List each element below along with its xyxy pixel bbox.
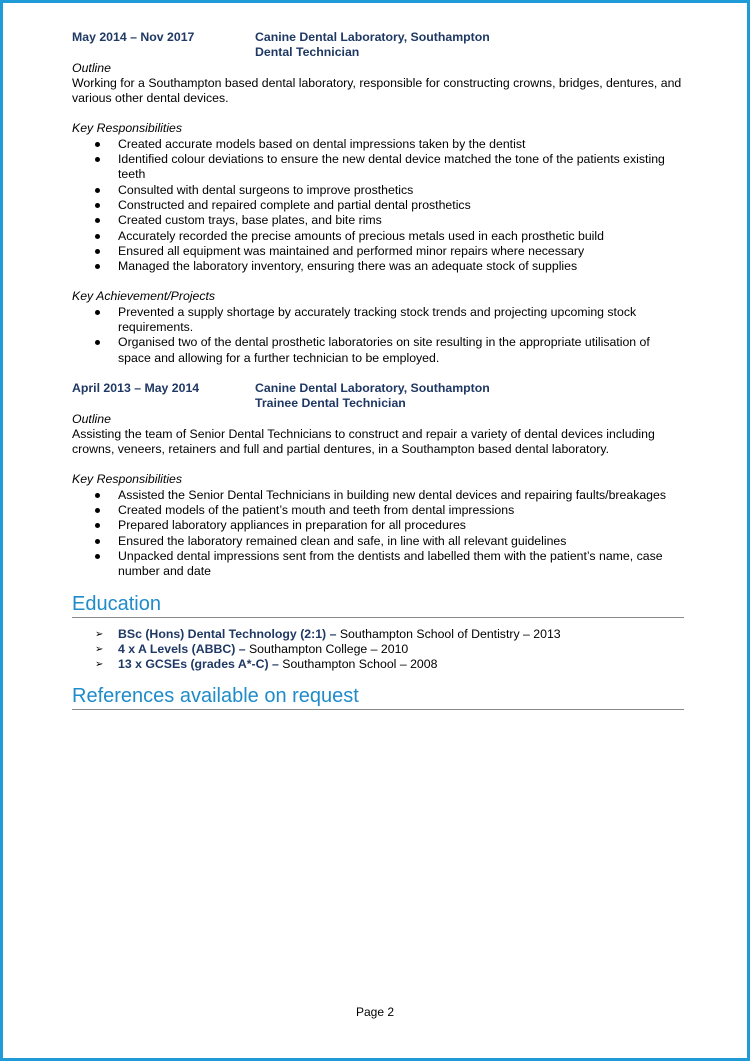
job-role: Dental Technician: [255, 45, 360, 60]
responsibilities-list: [72, 488, 684, 580]
job-company: Canine Dental Laboratory, Southampton: [255, 30, 490, 44]
responsibilities-label: Key Responsibilities: [72, 121, 183, 136]
achievements-label: Key Achievement/Projects: [72, 289, 216, 304]
job-company: Canine Dental Laboratory, Southampton: [255, 380, 490, 395]
job-dates: May 2014 – Nov 2017: [72, 30, 195, 44]
list-item: Ensured all equipment was maintained and performed minor repairs where necessary: [72, 244, 684, 259]
page-number: Page 2: [355, 1005, 395, 1019]
arrowhead-icon: ➢: [95, 628, 104, 640]
education-item: [72, 657, 684, 672]
list-item: Organised two of the dental prosthetic laboratories on site resulting in the appropriate utilisation of space and allowing for a further technician to be employed.: [72, 335, 684, 366]
outline-label: Outline: [72, 411, 111, 426]
qualification: 13 x GCSEs (grades A*-C) –: [118, 657, 279, 672]
education-item: [72, 642, 684, 657]
institution: Southampton School of Dentistry – 2013: [336, 626, 561, 641]
list-item: Prevented a supply shortage by accurately tracking stock trends and projecting upcoming stock requirements.: [72, 305, 684, 336]
achievements-list: [72, 305, 684, 366]
list-item: Accurately recorded the precise amounts of precious metals used in each prosthetic build: [72, 229, 684, 244]
qualification: BSc (Hons) Dental Technology (2:1) –: [118, 626, 337, 641]
outline-label: Outline: [72, 60, 111, 75]
institution: Southampton School – 2008: [278, 657, 438, 672]
list-item: Ensured the laboratory remained clean and safe, in line with all relevant guidelines: [72, 534, 684, 549]
list-item: Identified colour deviations to ensure the new dental device matched the tone of the patients existing teeth: [72, 152, 684, 183]
list-item: Created custom trays, base plates, and bite rims: [72, 213, 684, 228]
list-item: Unpacked dental impressions sent from the dentists and labelled them with the patient’s name, case number and date: [72, 549, 684, 580]
job-dates: April 2013 – May 2014: [72, 380, 200, 395]
arrowhead-icon: ➢: [95, 643, 104, 655]
job-entry: [72, 381, 684, 580]
job-header: [72, 30, 684, 61]
list-item: Constructed and repaired complete and partial dental prosthetics: [72, 198, 684, 213]
arrowhead-icon: ➢: [95, 659, 104, 671]
list-item: Assisted the Senior Dental Technicians in building new dental devices and repairing faults/breakages: [72, 488, 684, 503]
responsibilities-label: Key Responsibilities: [72, 472, 183, 487]
list-item: Consulted with dental surgeons to improve prosthetics: [72, 183, 684, 198]
education-item: [72, 627, 684, 642]
qualification: 4 x A Levels (ABBC) –: [118, 641, 246, 656]
education-heading: Education: [72, 592, 684, 618]
job-role: Trainee Dental Technician: [255, 396, 406, 411]
education-list: [72, 627, 684, 673]
list-item: Prepared laboratory appliances in preparation for all procedures: [72, 518, 684, 533]
responsibilities-list: [72, 137, 684, 275]
references-heading: References available on request: [72, 684, 684, 710]
institution: Southampton College – 2010: [245, 641, 409, 656]
list-item: Managed the laboratory inventory, ensuring there was an adequate stock of supplies: [72, 259, 684, 274]
outline-text: Working for a Southampton based dental laboratory, responsible for constructing crowns, bridges, dentures, and various other dental devices.: [72, 75, 682, 106]
page-content: [72, 30, 684, 710]
list-item: Created models of the patient’s mouth and teeth from dental impressions: [72, 503, 684, 518]
job-entry: [72, 30, 684, 366]
outline-text: Assisting the team of Senior Dental Technicians to construct and repair a variety of dental devices including crowns, veneers, retainers and full and partial dentures, in a Southampton based dental laboratory.: [72, 426, 655, 457]
list-item: Created accurate models based on dental impressions taken by the dentist: [72, 137, 684, 152]
job-header: [72, 381, 684, 412]
